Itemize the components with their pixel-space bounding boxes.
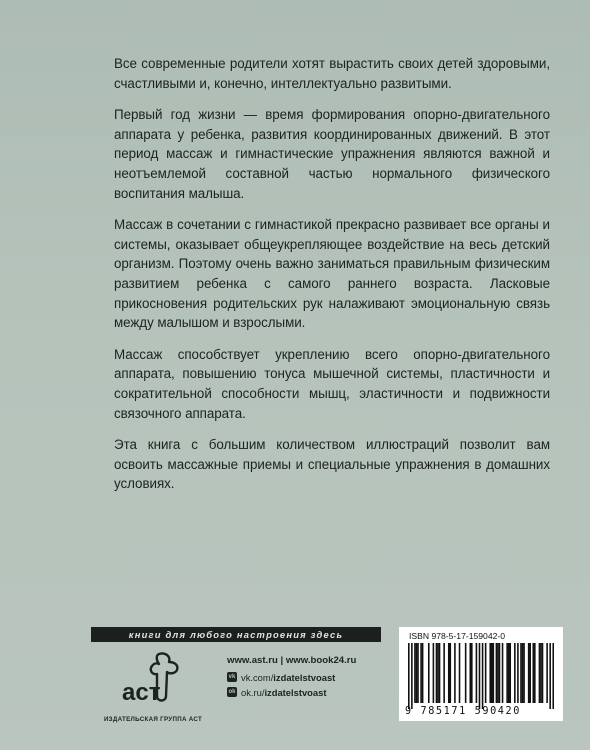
barcode-bar — [465, 643, 467, 703]
barcode-bar — [546, 643, 548, 703]
barcode-bar — [532, 643, 534, 703]
barcode-bar — [542, 643, 544, 703]
barcode-bar — [420, 643, 422, 703]
paragraph-1: Все современные родители хотят вырастить своих детей здоровыми, счастливыми и, конечно, интеллектуально развитыми. — [114, 56, 550, 91]
barcode-bar — [496, 643, 498, 703]
barcode-bar — [416, 643, 418, 703]
logo-text: аст — [122, 679, 161, 706]
barcode-bar — [448, 643, 450, 703]
social-ok — [227, 685, 326, 699]
barcode-bar — [436, 643, 438, 703]
barcode-bar — [422, 643, 424, 703]
social-vk — [227, 670, 335, 684]
social-url: vk.com/izdatelstvoast — [241, 671, 336, 683]
barcode-bar — [439, 643, 441, 703]
barcode-bar — [499, 643, 501, 703]
barcode — [408, 643, 554, 709]
barcode-bar — [539, 643, 541, 703]
paragraph-3: Массаж в сочетании с гимнастикой прекрасно развивает все органы и системы, оказывает общеукрепляющее воздействие на весь детский организм. Поэтому очень важно заниматься правильным физическим развитием ребенка с самого раннего возраста. Ласковые прикосновения родительских рук налаживают эмоциональную связь между малышом и взрослыми. — [114, 217, 550, 331]
barcode-bar — [443, 643, 445, 703]
barcode-bar — [552, 643, 554, 709]
barcode-bar — [469, 643, 471, 703]
barcode-bar — [514, 643, 516, 703]
barcode-bar — [437, 643, 439, 703]
barcode-bar — [523, 643, 525, 703]
barcode-bar — [485, 643, 487, 703]
slogan-bar: книги для любого настроения здесь — [91, 627, 381, 642]
barcode-bar — [408, 643, 410, 709]
barcode-bar — [522, 643, 524, 703]
barcode-bar — [528, 643, 530, 703]
paragraph-4: Массаж способствует укреплению всего опорно-двигательного аппарата, повышению тонуса мышечной системы, пластичности и сократительной способности мышц, эластичности и подвижности связочного аппарата. — [114, 346, 550, 421]
barcode-bar — [476, 643, 478, 703]
barcode-bar — [459, 643, 461, 703]
publisher-name: ИЗДАТЕЛЬСКАЯ ГРУППА АСТ — [103, 716, 203, 723]
page-edge — [590, 0, 600, 750]
barcode-bar — [540, 643, 542, 703]
ast-logo — [119, 650, 187, 712]
barcode-bar — [414, 643, 416, 703]
barcode-bar — [489, 643, 491, 703]
barcode-bar — [433, 643, 435, 703]
paragraph-2: Первый год жизни — время формирования опорно-двигательного аппарата у ребенка, развития координированных движений. В этот период массаж и гимнастические упражнения являются важной и неотъемлемой составной частью нормального физического воспитания малыша. — [114, 107, 550, 201]
barcode-bar — [454, 643, 456, 703]
barcode-bar — [471, 643, 473, 703]
barcode-bar — [508, 643, 510, 703]
barcode-bar — [482, 643, 484, 709]
barcode-bar — [411, 643, 413, 709]
barcode-digits: 9 785171 590420 — [405, 706, 522, 717]
barcode-bar — [491, 643, 493, 703]
annotation-text — [114, 54, 550, 506]
barcode-bar — [520, 643, 522, 703]
vk-icon: vk — [228, 674, 236, 680]
social-url: ok.ru/izdatelstvoast — [241, 686, 327, 698]
barcode-block — [399, 627, 563, 721]
barcode-bar — [502, 643, 504, 703]
isbn-label: ISBN 978-5-17-159042-0 — [409, 631, 506, 641]
barcode-bar — [549, 643, 551, 709]
barcode-bar — [506, 643, 508, 703]
websites: www.ast.ru | www.book24.ru — [227, 655, 357, 666]
barcode-bar — [428, 643, 430, 703]
barcode-bar — [417, 643, 419, 703]
barcode-bar — [517, 643, 519, 703]
barcode-bar — [509, 643, 511, 703]
barcode-bar — [497, 643, 499, 703]
barcode-bar — [493, 643, 495, 703]
barcode-bar — [479, 643, 481, 709]
ok-icon: ok — [228, 689, 236, 695]
barcode-bar — [534, 643, 536, 703]
paragraph-5: Эта книга с большим количеством иллюстраций позволит вам освоить массажные приемы и специальные упражнения в домашних условиях. — [114, 437, 550, 492]
barcode-bar — [449, 643, 451, 703]
barcode-bar — [529, 643, 531, 703]
